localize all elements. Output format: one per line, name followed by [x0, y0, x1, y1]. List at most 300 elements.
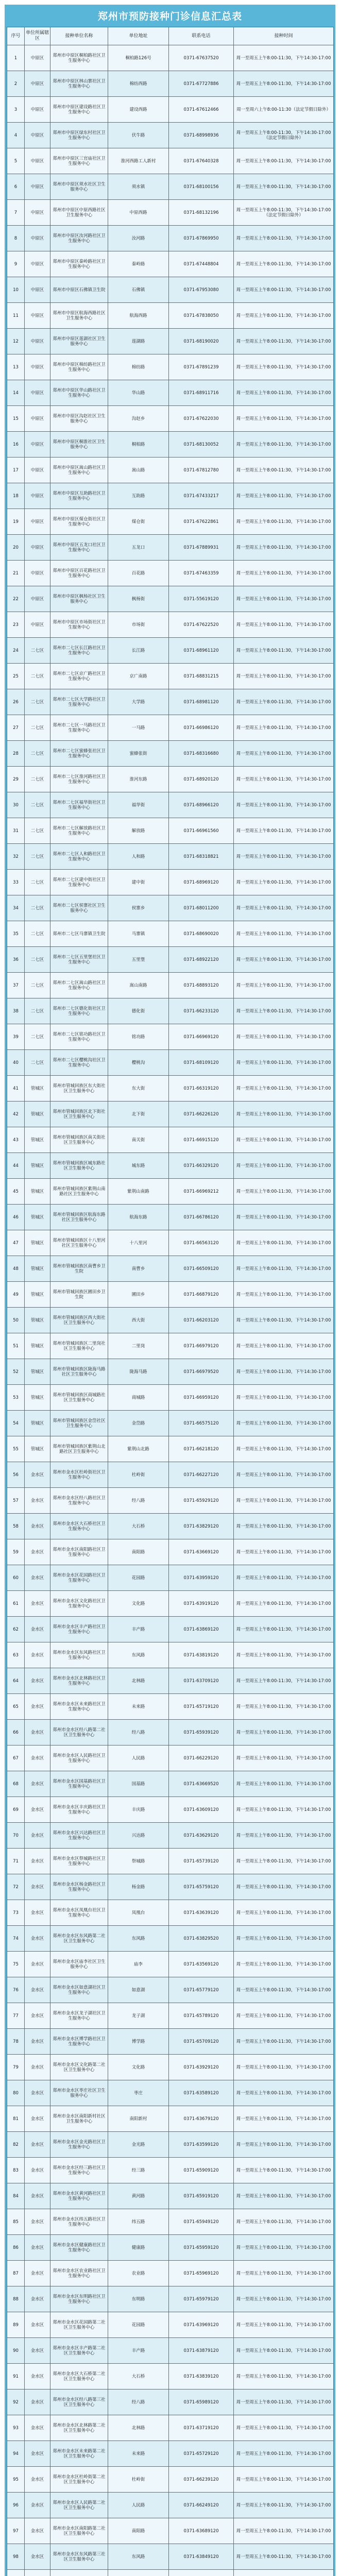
cell-name: 郑州市二七区长江路社区卫生服务中心 — [50, 638, 108, 664]
cell-hours: 周一至周五上午8:00-11:30，下午14:30-17:00 — [234, 2389, 334, 2415]
cell-no: 76 — [7, 1977, 25, 2003]
cell-hours: 周一至周五上午8:00-11:30，下午14:30-17:00 — [234, 1359, 334, 1385]
cell-no: 59 — [7, 1539, 25, 1565]
cell-name: 郑州市中原区须水社区卫生服务中心 — [50, 174, 108, 200]
cell-phone: 0371-65789120 — [169, 2003, 234, 2029]
cell-hours: 周一至周五上午8:00-11:30，下午14:30-17:00 — [234, 1874, 334, 1900]
cell-phone: 0371-66233120 — [169, 998, 234, 1024]
cell-phone: 0371-65729120 — [169, 2441, 234, 2467]
cell-no: 19 — [7, 509, 25, 535]
cell-no: 89 — [7, 2312, 25, 2338]
cell-phone: 0371-63589120 — [169, 2080, 234, 2106]
cell-hours: 周一至周五上午8:00-11:30，下午14:30-17:00 — [234, 1462, 334, 1488]
cell-phone: 0371-67433217 — [169, 483, 234, 509]
cell-name: 郑州市金水区杨金路社区卫生服务中心 — [50, 1874, 108, 1900]
cell-no: 94 — [7, 2441, 25, 2467]
header-district: 单位所属辖区 — [25, 27, 50, 45]
cell-address: 城东路 — [108, 1153, 169, 1179]
cell-hours: 周一至周五上午8:00-11:30，下午14:30-17:00 — [234, 509, 334, 535]
cell-hours: 周一至周五上午8:00-11:30，下午14:30-17:00 — [234, 1205, 334, 1230]
cell-name: 郑州市金水区丰庆路社区卫生服务中心 — [50, 1797, 108, 1823]
cell-district: 金水区 — [25, 2209, 50, 2235]
cell-no: 87 — [7, 2261, 25, 2286]
cell-address: 人民路 — [108, 2493, 169, 2518]
cell-hours: 周一至周五上午8:00-11:30，下午14:30-17:00 — [234, 792, 334, 818]
cell-hours: 周一至周五上午8:00-11:30，下午14:30-17:00 — [234, 2261, 334, 2286]
cell-district: 管城区 — [25, 1256, 50, 1282]
cell-no: 71 — [7, 1849, 25, 1874]
cell-address: 圃田乡 — [108, 1282, 169, 1308]
table-row — [7, 1952, 334, 1977]
cell-name: 郑州市二七区铭功路社区卫生服务中心 — [50, 1024, 108, 1050]
cell-no: 30 — [7, 792, 25, 818]
cell-phone: 0371-65929120 — [169, 1488, 234, 1514]
cell-address: 桐柏路 — [108, 432, 169, 457]
cell-district: 中原区 — [25, 277, 50, 303]
table-row — [7, 2570, 334, 2576]
cell-name: 郑州市金水区东明路社区卫生服务中心 — [50, 2286, 108, 2312]
table-row — [7, 1823, 334, 1849]
cell-name: 郑州市金水区经八路第三社区卫生服务中心 — [50, 2389, 108, 2415]
cell-name: 郑州市金水区丰产路社区卫生服务中心 — [50, 1617, 108, 1642]
cell-address: 长江路 — [108, 638, 169, 664]
cell-address: 西大街 — [108, 1308, 169, 1333]
cell-address: 人和路 — [108, 844, 169, 870]
cell-phone: 0371-68981120 — [169, 689, 234, 715]
cell-phone: 0371-66961560 — [169, 818, 234, 844]
cell-no: 72 — [7, 1874, 25, 1900]
cell-hours: 周一至周五上午8:00-11:30，下午14:30-17:00（法定节假日除外） — [234, 123, 334, 148]
cell-name: 郑州市金水区东风路第三社区卫生服务中心 — [50, 2544, 108, 2570]
cell-hours: 周一至周五上午8:00-11:30，下午14:30-17:00 — [234, 1127, 334, 1153]
cell-no: 77 — [7, 2003, 25, 2029]
cell-hours: 周一至周五上午8:00-11:30，下午14:30-17:00 — [234, 2235, 334, 2261]
cell-name: 郑州市二七区淮河路社区卫生服务中心 — [50, 767, 108, 792]
cell-phone: 0371-68316680 — [169, 741, 234, 767]
table-row — [7, 1849, 334, 1874]
cell-name: 郑州市金水区博学路社区卫生服务中心 — [50, 2029, 108, 2055]
cell-district: 金水区 — [25, 1771, 50, 1797]
cell-district: 中原区 — [25, 586, 50, 612]
cell-phone: 0371-67622861 — [169, 509, 234, 535]
cell-phone: 0371-63829120 — [169, 1514, 234, 1539]
cell-hours: 周一至周五上午8:00-11:30，下午14:30-17:00 — [234, 1333, 334, 1359]
cell-district: 金水区 — [25, 1565, 50, 1591]
cell-no: 23 — [7, 612, 25, 638]
cell-name: 郑州市管城回族区南关街社区卫生服务中心 — [50, 1127, 108, 1153]
cell-no: 22 — [7, 586, 25, 612]
header-hours: 接种时间 — [234, 27, 334, 45]
cell-phone: 0371-63709120 — [169, 1668, 234, 1694]
cell-address: 杨金路 — [108, 1874, 169, 1900]
table-row — [7, 844, 334, 870]
table-row — [7, 818, 334, 844]
cell-hours: 周一至周五上午8:00-11:30，下午14:30-17:00 — [234, 1411, 334, 1436]
cell-no: 8 — [7, 226, 25, 251]
cell-name: 郑州市金水区祭城路社区卫生服务中心 — [50, 1849, 108, 1874]
cell-address: 棉纺西路 — [108, 71, 169, 97]
cell-address: 淮河西路工人新村 — [108, 148, 169, 174]
table-row — [7, 2158, 334, 2183]
cell-address: 农业路 — [108, 2261, 169, 2286]
cell-hours: 周一至周五上午8:00-11:30，下午14:30-17:00 — [234, 483, 334, 509]
cell-phone: 0371-68961120 — [169, 638, 234, 664]
cell-name: 郑州市金水区南阳新村社区卫生服务中心 — [50, 2106, 108, 2132]
cell-phone: 0371-67727886 — [169, 71, 234, 97]
cell-district: 金水区 — [25, 2080, 50, 2106]
cell-no: 26 — [7, 689, 25, 715]
cell-address: 铭功路 — [108, 1024, 169, 1050]
cell-no: 41 — [7, 1076, 25, 1101]
cell-phone: 0371-66969120 — [169, 1024, 234, 1050]
cell-district: 金水区 — [25, 1694, 50, 1720]
table-row — [7, 1076, 334, 1101]
cell-name: 郑州市管城回族区商城路社区卫生服务中心 — [50, 1385, 108, 1411]
cell-no: 70 — [7, 1823, 25, 1849]
cell-phone: 0371-67640328 — [169, 148, 234, 174]
cell-hours: 周一至周五上午8:00-11:30，下午14:30-17:00 — [234, 870, 334, 895]
cell-name: 郑州市中原区市场街社区卫生服务中心 — [50, 612, 108, 638]
table-row — [7, 1617, 334, 1642]
cell-address: 经八路 — [108, 1720, 169, 1745]
table-row — [7, 380, 334, 406]
cell-district: 中原区 — [25, 45, 50, 71]
cell-hours: 周一至周五上午8:00-11:30，下午14:30-17:00 — [234, 715, 334, 741]
table-row — [7, 2003, 334, 2029]
cell-no: 6 — [7, 174, 25, 200]
cell-phone: 0371-65779120 — [169, 1977, 234, 2003]
cell-address: 百花路 — [108, 561, 169, 586]
cell-phone: 0371-68966120 — [169, 792, 234, 818]
cell-phone: 0371-68911716 — [169, 380, 234, 406]
cell-address: 棉纺路 — [108, 354, 169, 380]
cell-no: 85 — [7, 2209, 25, 2235]
cell-hours: 周一至周五上午8:00-11:30，下午14:30-17:00 — [234, 71, 334, 97]
cell-phone: 0371-63569120 — [169, 1952, 234, 1977]
cell-address: 福华街 — [108, 792, 169, 818]
table-header-row — [7, 27, 334, 45]
table-row — [7, 148, 334, 174]
cell-address: 紫荆山北路 — [108, 1436, 169, 1462]
table-row — [7, 483, 334, 509]
cell-name: 郑州市金水区北林路社区卫生服务中心 — [50, 1668, 108, 1694]
table-row — [7, 2364, 334, 2389]
cell-district: 金水区 — [25, 1617, 50, 1642]
cell-address: 文化路 — [108, 1591, 169, 1617]
table-row — [7, 612, 334, 638]
cell-phone: 0371-63959120 — [169, 1565, 234, 1591]
cell-hours: 周一至周五上午8:00-11:30，下午14:30-17:00 — [234, 2415, 334, 2441]
cell-hours: 周一至周五上午8:00-11:30，下午14:30-17:00 — [234, 1642, 334, 1668]
cell-phone: 0371-63669520 — [169, 1771, 234, 1797]
cell-name: 郑州市二七区侯寨社区卫生服务中心 — [50, 895, 108, 921]
cell-phone: 0371-68190020 — [169, 329, 234, 354]
cell-name: 郑州市中原区建设路社区卫生服务中心 — [50, 97, 108, 123]
cell-no: 60 — [7, 1565, 25, 1591]
cell-no: 14 — [7, 380, 25, 406]
cell-name: 郑州市管城回族区圃田乡卫生院 — [50, 1282, 108, 1308]
cell-address: 航海西路 — [108, 303, 169, 329]
cell-hours: 周一至周五上午8:00-11:30，下午14:30-17:00 — [234, 767, 334, 792]
cell-district: 中原区 — [25, 535, 50, 561]
cell-name: 郑州市中原区桐柏路社区卫生服务中心 — [50, 45, 108, 71]
table-row — [7, 2209, 334, 2235]
cell-no: 46 — [7, 1205, 25, 1230]
table-row — [7, 1591, 334, 1617]
table-row — [7, 1720, 334, 1745]
cell-phone: 0371-67953080 — [169, 277, 234, 303]
cell-address: 石佛镇 — [108, 277, 169, 303]
cell-no: 47 — [7, 1230, 25, 1256]
cell-name: 郑州市金水区金光路社区卫生服务中心 — [50, 2132, 108, 2158]
cell-district: 金水区 — [25, 1900, 50, 1926]
cell-district: 金水区 — [25, 1977, 50, 2003]
cell-name: 郑州市金水区未来路社区卫生服务中心 — [50, 1694, 108, 1720]
header-address: 单位地址 — [108, 27, 169, 45]
cell-no: 29 — [7, 767, 25, 792]
cell-district: 金水区 — [25, 2183, 50, 2209]
table-row — [7, 1900, 334, 1926]
cell-no: 20 — [7, 535, 25, 561]
cell-phone: 0371-65709120 — [169, 2029, 234, 2055]
cell-address: 杜岭街 — [108, 2467, 169, 2493]
cell-district: 金水区 — [25, 1720, 50, 1745]
cell-no: 15 — [7, 406, 25, 432]
cell-name: 郑州市金水区人民路社区卫生服务中心 — [50, 1745, 108, 1771]
cell-no: 65 — [7, 1694, 25, 1720]
cell-name: 郑州市中原区绿东村社区卫生服务中心 — [50, 123, 108, 148]
cell-district: 管城区 — [25, 1101, 50, 1127]
cell-hours: 周一至周五上午8:00-11:30，下午14:30-17:00 — [234, 1900, 334, 1926]
cell-district: 金水区 — [25, 1745, 50, 1771]
table-row — [7, 870, 334, 895]
cell-no: 33 — [7, 870, 25, 895]
cell-name: 郑州市管城回族区城东路社区卫生服务中心 — [50, 1153, 108, 1179]
cell-district: 管城区 — [25, 1282, 50, 1308]
cell-no: 5 — [7, 148, 25, 174]
cell-hours: 周一至周五上午8:00-11:30，下午14:30-17:00 — [234, 998, 334, 1024]
cell-phone: 0371-66319120 — [169, 1076, 234, 1101]
cell-hours: 周一至周五上午8:00-11:30，下午14:30-17:00 — [234, 1488, 334, 1514]
cell-address: 东风路 — [108, 1926, 169, 1952]
cell-phone: 0371-67838050 — [169, 303, 234, 329]
cell-no: 28 — [7, 741, 25, 767]
cell-district: 金水区 — [25, 1668, 50, 1694]
header-no: 序号 — [7, 27, 25, 45]
cell-name: 郑州市管城回族区二里岗社区卫生服务中心 — [50, 1333, 108, 1359]
cell-phone: 0371-63639120 — [169, 1900, 234, 1926]
cell-district: 二七区 — [25, 741, 50, 767]
cell-phone: 0371-63829520 — [169, 1926, 234, 1952]
cell-district: 金水区 — [25, 2055, 50, 2080]
cell-no: 91 — [7, 2364, 25, 2389]
table-row — [7, 303, 334, 329]
cell-hours: 周一至周五上午8:00-11:30，下午14:30-17:00 — [234, 1539, 334, 1565]
cell-address: 北下街 — [108, 1101, 169, 1127]
cell-district: 金水区 — [25, 2389, 50, 2415]
cell-phone: 0371-68998936 — [169, 123, 234, 148]
cell-address: 华山路 — [108, 380, 169, 406]
cell-phone: 0371-55619120 — [169, 586, 234, 612]
cell-address: 经八路 — [108, 1488, 169, 1514]
cell-district: 金水区 — [25, 1952, 50, 1977]
cell-address: 人民路 — [108, 1745, 169, 1771]
cell-address: 樱桃沟 — [108, 1050, 169, 1076]
table-row — [7, 895, 334, 921]
table-row — [7, 406, 334, 432]
cell-district: 管城区 — [25, 1076, 50, 1101]
cell-no: 34 — [7, 895, 25, 921]
table-row — [7, 1977, 334, 2003]
cell-district: 金水区 — [25, 2441, 50, 2467]
cell-district: 二七区 — [25, 689, 50, 715]
cell-address: 南阳路 — [108, 2518, 169, 2544]
cell-address: 枣庄 — [108, 2080, 169, 2106]
cell-no: 57 — [7, 1488, 25, 1514]
cell-phone: 0371-66227120 — [169, 1462, 234, 1488]
cell-no: 39 — [7, 1024, 25, 1050]
cell-no: 97 — [7, 2518, 25, 2544]
cell-address: 京广南路 — [108, 664, 169, 689]
cell-hours: 周一至周五上午8:00-11:30，下午14:30-17:00 — [234, 535, 334, 561]
cell-district: 二七区 — [25, 1050, 50, 1076]
cell-address: 北林路 — [108, 1668, 169, 1694]
cell-hours: 周一至周五上午8:00-11:30，下午14:30-17:00 — [234, 921, 334, 947]
cell-name: 郑州市中原区莲湖社区卫生服务中心 — [50, 329, 108, 354]
cell-address: 南曹乡 — [108, 1256, 169, 1282]
cell-address: 市场街 — [108, 612, 169, 638]
cell-name: 郑州市中原区华山路社区卫生服务中心 — [50, 380, 108, 406]
table-row — [7, 998, 334, 1024]
cell-no: 11 — [7, 303, 25, 329]
cell-no: 45 — [7, 1179, 25, 1205]
cell-hours: 周一至周五上午8:00-11:30，下午14:30-17:00 — [234, 2312, 334, 2338]
cell-no: 42 — [7, 1101, 25, 1127]
table-row — [7, 1771, 334, 1797]
cell-hours: 周一至周六上午8:00-11:30（法定节假日除外） — [234, 97, 334, 123]
cell-name: 郑州市金水区纬五路社区卫生服务中心 — [50, 2209, 108, 2235]
cell-phone: 0371-66979120 — [169, 1333, 234, 1359]
cell-district: 中原区 — [25, 303, 50, 329]
cell-hours: 周一至周五上午8:00-11:30，下午14:30-17:00 — [234, 1797, 334, 1823]
cell-address: 丰产路 — [108, 2338, 169, 2364]
cell-district — [25, 2570, 50, 2576]
table-row — [7, 2415, 334, 2441]
cell-phone: 0371-66229120 — [169, 1745, 234, 1771]
cell-no: 38 — [7, 998, 25, 1024]
cell-phone: 0371-66986120 — [169, 715, 234, 741]
cell-hours: 周一至周五上午8:00-11:30，下午14:30-17:00 — [234, 2441, 334, 2467]
cell-no: 95 — [7, 2467, 25, 2493]
table-row — [7, 432, 334, 457]
cell-phone: 0371-63679120 — [169, 2106, 234, 2132]
cell-address: 金光路 — [108, 2132, 169, 2158]
cell-name: 郑州市管城回族区紫荆山南路社区卫生服务中心 — [50, 1179, 108, 1205]
cell-phone: 0371-65959120 — [169, 2235, 234, 2261]
cell-name: 郑州市金水区南阳路社区卫生服务中心 — [50, 1539, 108, 1565]
table-row — [7, 1462, 334, 1488]
cell-phone: 0371-66329120 — [169, 1153, 234, 1179]
cell-no: 40 — [7, 1050, 25, 1076]
cell-phone: 0371-68920120 — [169, 767, 234, 792]
table-row — [7, 1127, 334, 1153]
cell-district: 中原区 — [25, 509, 50, 535]
cell-phone: 0371-67612466 — [169, 97, 234, 123]
cell-no: 37 — [7, 973, 25, 998]
cell-no: 69 — [7, 1797, 25, 1823]
cell-no: 64 — [7, 1668, 25, 1694]
cell-hours: 周一至周五上午8:00-11:30，下午14:30-17:00 — [234, 1617, 334, 1642]
table-row — [7, 1565, 334, 1591]
cell-district: 管城区 — [25, 1385, 50, 1411]
cell-phone: 0371-65909120 — [169, 2158, 234, 2183]
cell-address: 沟赵乡 — [108, 406, 169, 432]
cell-hours: 周一至周五上午8:00-11:30，下午14:30-17:00 — [234, 406, 334, 432]
cell-phone: 0371-66239120 — [169, 2467, 234, 2493]
table-row — [7, 689, 334, 715]
cell-phone: 0371-66786120 — [169, 1205, 234, 1230]
cell-name: 郑州市二七区马寨镇卫生院 — [50, 921, 108, 947]
table-row — [7, 1282, 334, 1308]
table-row — [7, 1797, 334, 1823]
table-row — [7, 664, 334, 689]
cell-address: 纬五路 — [108, 2209, 169, 2235]
cell-district: 二七区 — [25, 767, 50, 792]
cell-phone: 0371-65939120 — [169, 1720, 234, 1745]
cell-hours: 周一至周五上午8:00-11:30，下午14:30-17:00 — [234, 2286, 334, 2312]
cell-district: 金水区 — [25, 2003, 50, 2029]
table-row — [7, 1745, 334, 1771]
cell-phone: 0371-66959120 — [169, 1385, 234, 1411]
cell-hours: 周一至周五上午8:00-11:30，下午14:30-17:00 — [234, 1952, 334, 1977]
cell-phone: 0371-66915120 — [169, 1127, 234, 1153]
cell-district: 金水区 — [25, 1488, 50, 1514]
cell-no: 74 — [7, 1926, 25, 1952]
cell-phone: 0371-63819120 — [169, 1642, 234, 1668]
cell-address: 商城路 — [108, 1385, 169, 1411]
cell-hours: 周一至周五上午8:00-11:30，下午14:30-17:00 — [234, 1256, 334, 1282]
cell-no: 73 — [7, 1900, 25, 1926]
cell-district: 中原区 — [25, 354, 50, 380]
cell-phone: 0371-66979520 — [169, 1359, 234, 1385]
table-row — [7, 1359, 334, 1385]
cell-address: 大学路 — [108, 689, 169, 715]
cell-district: 二七区 — [25, 664, 50, 689]
cell-district: 中原区 — [25, 457, 50, 483]
cell-phone: 0371-63689120 — [169, 2518, 234, 2544]
cell-name: 郑州市二七区福华街社区卫生服务中心 — [50, 792, 108, 818]
cell-district: 金水区 — [25, 1514, 50, 1539]
table-row — [7, 1101, 334, 1127]
cell-address: 国基路 — [108, 1771, 169, 1797]
cell-phone: 0371-63919120 — [169, 1591, 234, 1617]
cell-district: 金水区 — [25, 2338, 50, 2364]
cell-district: 管城区 — [25, 1230, 50, 1256]
table-row — [7, 715, 334, 741]
cell-phone: 0371-63879120 — [169, 2338, 234, 2364]
cell-no: 52 — [7, 1359, 25, 1385]
table-row — [7, 947, 334, 973]
cell-no: 27 — [7, 715, 25, 741]
table-row — [7, 2055, 334, 2080]
cell-no: 66 — [7, 1720, 25, 1745]
table-row — [7, 71, 334, 97]
cell-district: 金水区 — [25, 1642, 50, 1668]
cell-district: 二七区 — [25, 818, 50, 844]
cell-no: 24 — [7, 638, 25, 664]
cell-name: 郑州市中原区枫杨社区卫生服务中心 — [50, 586, 108, 612]
cell-district: 金水区 — [25, 2106, 50, 2132]
